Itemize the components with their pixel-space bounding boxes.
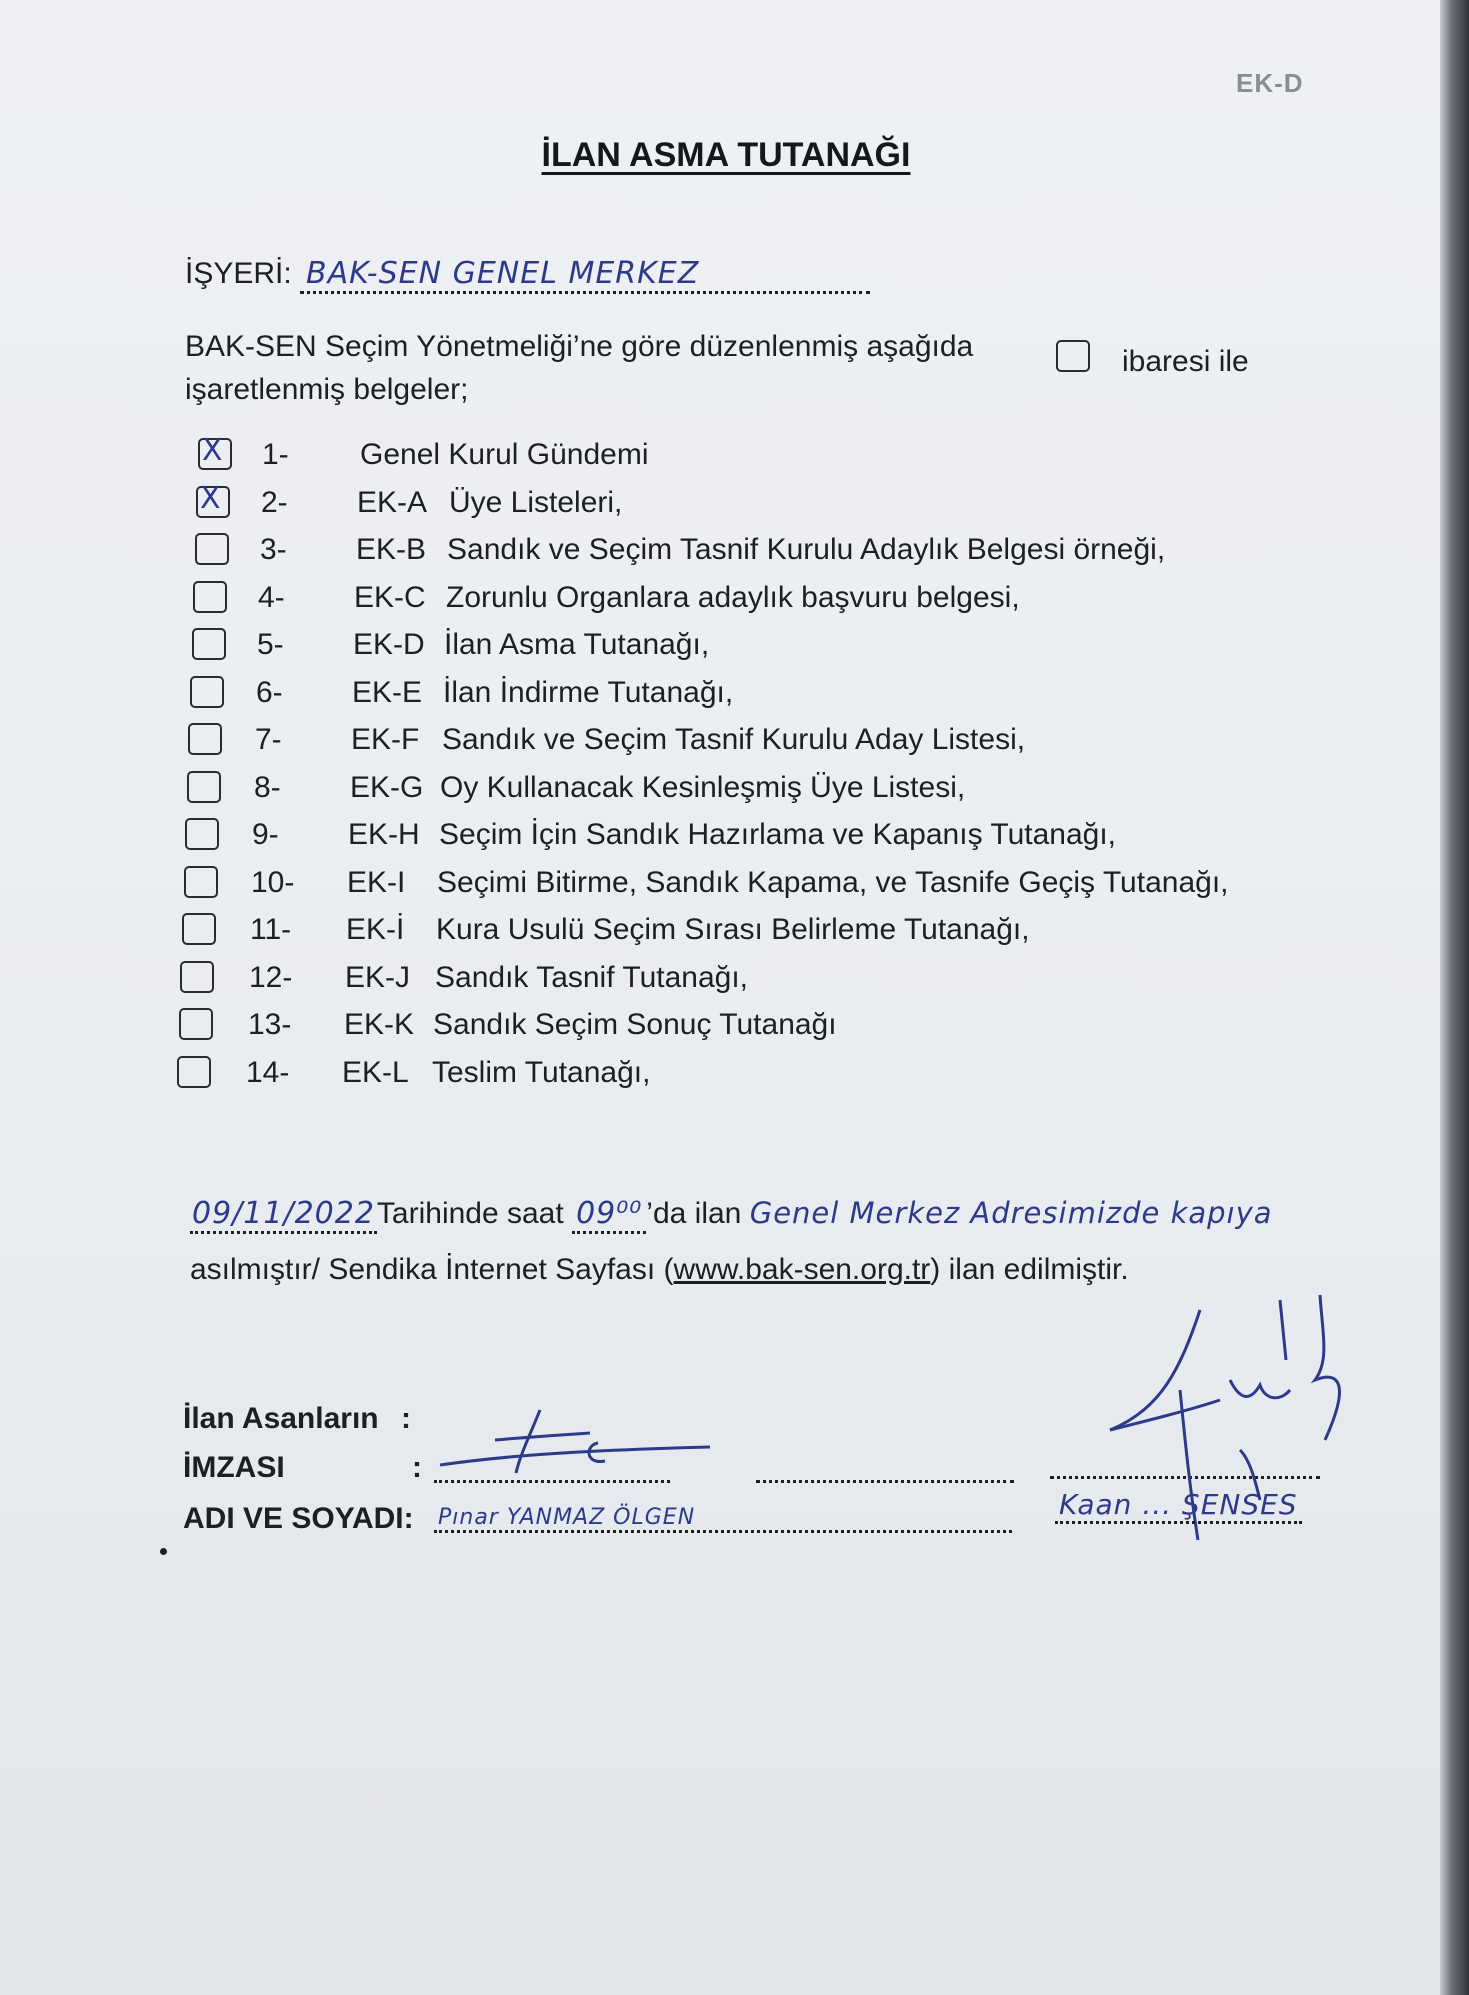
item-code: EK-D [353, 628, 425, 661]
document-title: İLAN ASMA TUTANAĞI [541, 136, 911, 174]
time-value: 09⁰⁰ [572, 1196, 646, 1234]
date-value: 09/11/2022 [190, 1196, 377, 1234]
item-text: Sandık ve Seçim Tasnif Kurulu Aday Listesi, [442, 723, 1026, 756]
item-checkbox[interactable] [187, 771, 221, 803]
item-code: EK-F [351, 723, 420, 756]
item-code: EK-H [348, 818, 420, 851]
item-text: Seçimi Bitirme, Sandık Kapama, ve Tasnife Geçiş Tutanağı, [437, 866, 1229, 899]
signature-label: İMZASI [183, 1451, 285, 1484]
ink-dot [160, 1548, 167, 1555]
item-code: EK-J [345, 961, 411, 994]
name-1-row [434, 1498, 1012, 1533]
item-checkbox[interactable] [188, 723, 222, 755]
name-3-row [1055, 1488, 1302, 1524]
intro-part-1: BAK-SEN Seçim Yönetmeliği’ne göre düzenlenmiş aşağıda [185, 330, 974, 363]
statement-line-1 [190, 1196, 1273, 1234]
item-number: 11- [250, 913, 292, 946]
item-text: İlan İndirme Tutanağı, [443, 676, 734, 709]
item-code: EK-I [347, 866, 406, 899]
intro-line-2: işaretlenmiş belgeler; [185, 373, 469, 406]
signature-colon: : [412, 1451, 422, 1484]
item-number: 4- [258, 581, 285, 614]
item-checkbox[interactable] [185, 818, 219, 850]
item-number: 6- [256, 676, 283, 709]
item-number: 2- [261, 486, 288, 519]
intro-line-1 [185, 330, 973, 364]
item-text: Üye Listeleri, [449, 486, 623, 519]
item-text: İlan Asma Tutanağı, [444, 628, 710, 661]
item-number: 5- [257, 628, 284, 661]
item-number: 3- [260, 533, 287, 566]
sendika-website-link[interactable]: www.bak-sen.org.tr [673, 1253, 931, 1286]
item-checkbox[interactable] [184, 866, 218, 898]
item-checkbox[interactable] [192, 628, 226, 660]
form-code: EK-D [1236, 68, 1304, 98]
check-mark-icon: X [200, 481, 221, 516]
item-code: EK-İ [346, 913, 405, 946]
item-checkbox[interactable] [180, 961, 214, 993]
item-number: 7- [255, 723, 282, 756]
item-code: EK-L [342, 1056, 409, 1089]
signature-1-icon [420, 1395, 720, 1485]
item-text: Kura Usulü Seçim Sırası Belirleme Tutanağı, [436, 913, 1030, 946]
item-text: Sandık Tasnif Tutanağı, [435, 961, 748, 994]
name-1-value: Pınar YANMAZ ÖLGEN [434, 1505, 1012, 1533]
item-checkbox[interactable] [190, 676, 224, 708]
name-label: ADI VE SOYADI: [183, 1502, 414, 1535]
item-text: Genel Kurul Gündemi [360, 438, 649, 471]
item-number: 10- [251, 866, 295, 899]
item-code: EK-C [354, 581, 426, 614]
workplace-label: İŞYERİ: [185, 257, 292, 290]
intro-part-2: ibaresi ile [1122, 345, 1249, 378]
item-code: EK-E [352, 676, 423, 709]
page-edge-shadow [1440, 0, 1469, 1995]
date-label: Tarihinde saat [376, 1197, 564, 1230]
item-number: 8- [254, 771, 281, 804]
item-checkbox[interactable] [177, 1056, 211, 1088]
item-text: Teslim Tutanağı, [432, 1056, 651, 1089]
item-text: Sandık Seçim Sonuç Tutanağı [433, 1008, 837, 1041]
item-text: Sandık ve Seçim Tasnif Kurulu Adaylık Belgesi örneği, [447, 533, 1166, 566]
item-number: 14- [246, 1056, 290, 1089]
item-checkbox[interactable] [196, 481, 230, 518]
check-mark-icon: X [202, 433, 223, 468]
item-code: EK-K [344, 1008, 415, 1041]
item-number: 1- [262, 438, 289, 471]
legend-checkbox [1056, 340, 1090, 372]
statement-line-2 [190, 1253, 1129, 1287]
workplace-row [185, 256, 870, 294]
item-code: EK-B [356, 533, 427, 566]
item-checkbox[interactable] [182, 913, 216, 945]
item-number: 13- [248, 1008, 292, 1041]
item-checkbox[interactable] [198, 433, 232, 470]
item-text: Seçim İçin Sandık Hazırlama ve Kapanış Tutanağı, [439, 818, 1117, 851]
posters-label: İlan Asanların [183, 1402, 379, 1435]
place-label: ’da ilan [646, 1197, 742, 1230]
item-checkbox[interactable] [179, 1008, 213, 1040]
item-number: 12- [249, 961, 293, 994]
posters-colon: : [400, 1402, 411, 1435]
name-3-value: Kaan ... ŞENSES [1055, 1488, 1302, 1524]
place-value: Genel Merkez Adresimizde kapıya [749, 1196, 1273, 1230]
item-checkbox[interactable] [193, 581, 227, 613]
document-title-wrap [0, 136, 1452, 175]
item-number: 9- [252, 818, 279, 851]
posters-label-row [183, 1402, 411, 1436]
workplace-value: BAK-SEN GENEL MERKEZ [300, 256, 870, 294]
statement-part-2: ) ilan edilmiştir. [930, 1253, 1129, 1286]
signature-line-2 [756, 1480, 1014, 1483]
item-text: Zorunlu Organlara adaylık başvuru belgesi, [446, 581, 1020, 614]
item-checkbox[interactable] [195, 533, 229, 565]
item-text: Oy Kullanacak Kesinleşmiş Üye Listesi, [440, 771, 966, 804]
item-code: EK-A [357, 486, 428, 519]
statement-part-1: asılmıştır/ Sendika İnternet Sayfası ( [190, 1253, 674, 1286]
item-code: EK-G [350, 771, 424, 804]
